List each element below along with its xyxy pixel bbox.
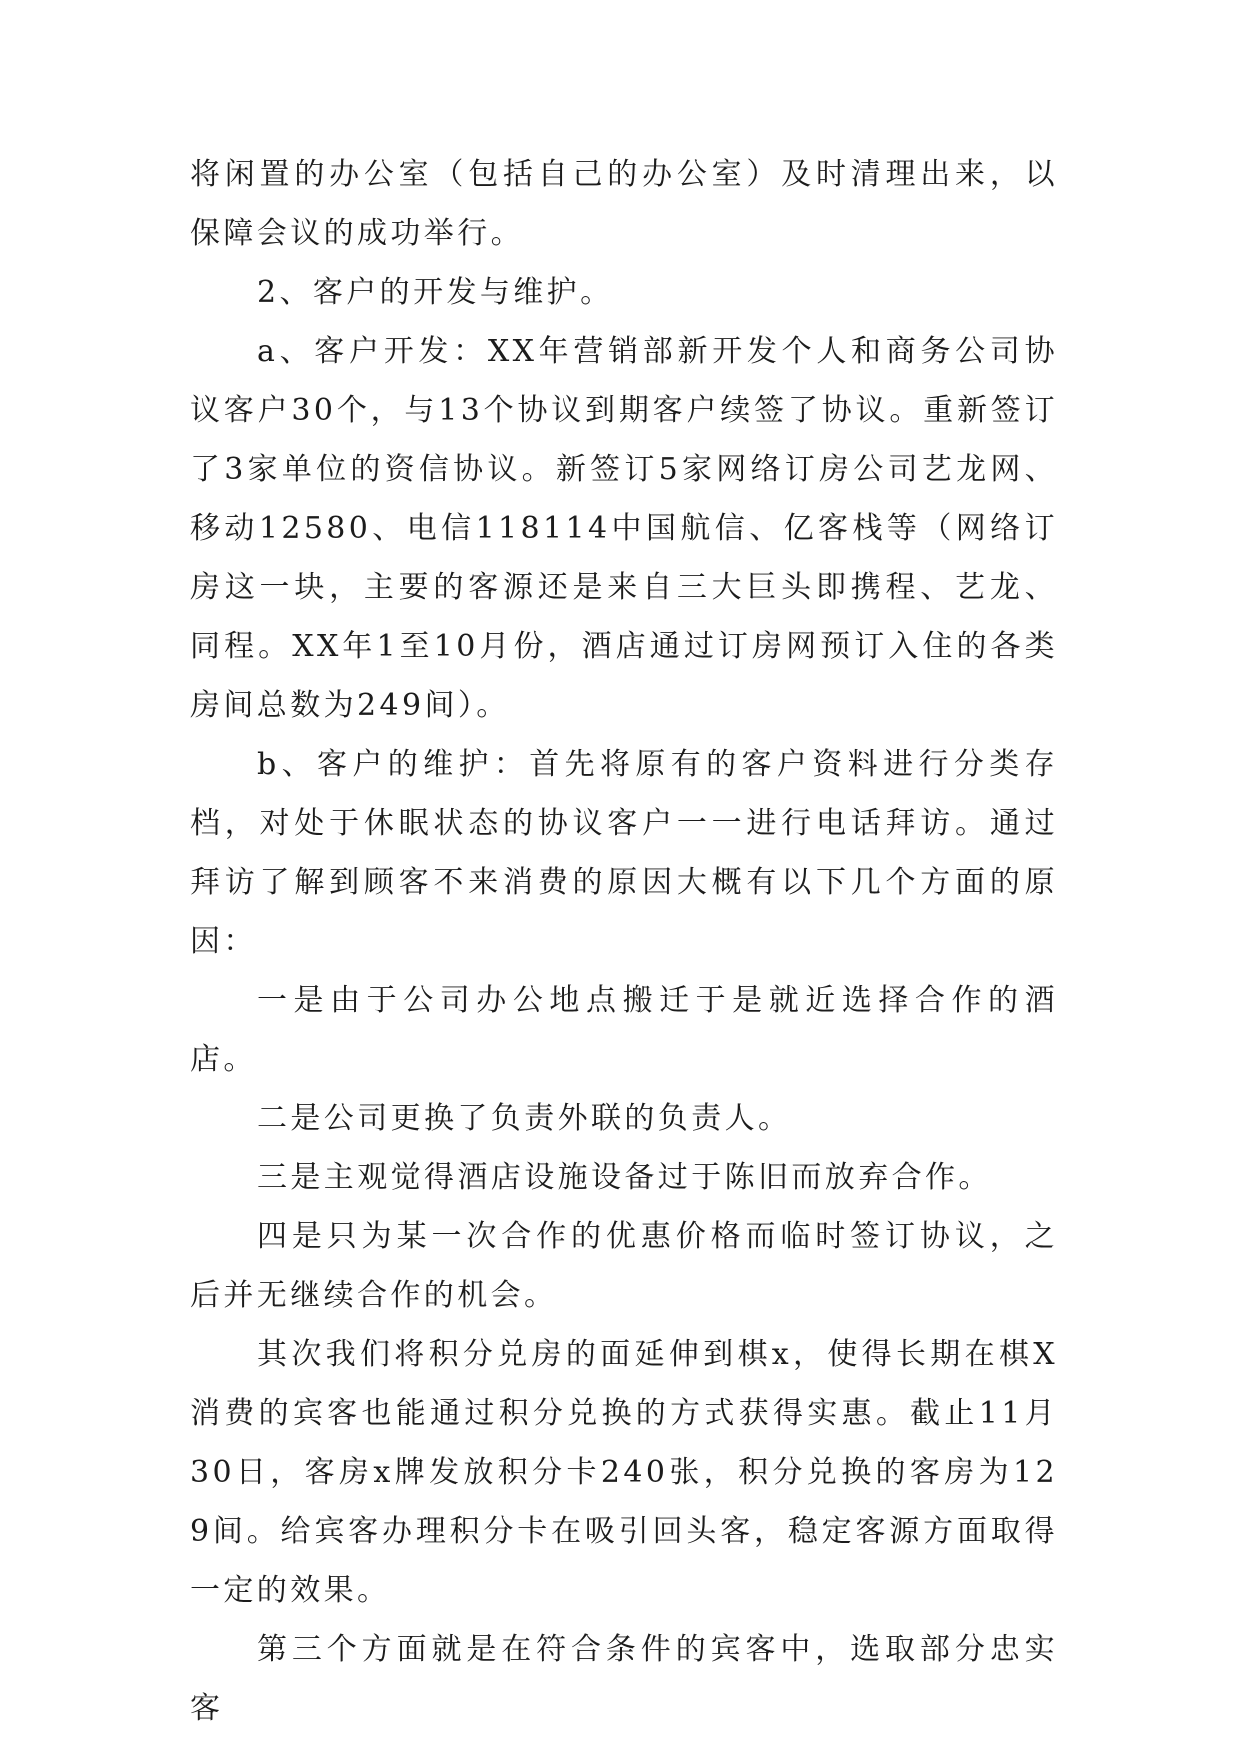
paragraph: 将闲置的办公室（包括自己的办公室）及时清理出来，以保障会议的成功举行。	[190, 157, 1058, 251]
document-body	[190, 145, 1058, 1738]
paragraph: 第三个方面就是在符合条件的宾客中，选取部分忠实客	[190, 1632, 1058, 1726]
paragraph: 二是公司更换了负责外联的负责人。	[257, 1101, 792, 1136]
paragraph: 三是主观觉得酒店设施设备过于陈旧而放弃合作。	[257, 1160, 992, 1195]
paragraph: 四是只为某一次合作的优惠价格而临时签订协议，之后并无继续合作的机会。	[190, 1219, 1058, 1313]
paragraph: b、客户的维护：首先将原有的客户资料进行分类存档，对处于休眠状态的协议客户一一进行电话拜访。通过拜访了解到顾客不来消费的原因大概有以下几个方面的原因：	[190, 747, 1058, 959]
paragraph: 其次我们将积分兑房的面延伸到棋x，使得长期在棋X消费的宾客也能通过积分兑换的方式获得实惠。截止11月30日，客房x牌发放积分卡240张，积分兑换的客房为129间。给宾客办理积分卡在吸引回头客，稳定客源方面取得一定的效果。	[190, 1337, 1058, 1608]
paragraph: 一是由于公司办公地点搬迁于是就近选择合作的酒店。	[190, 983, 1058, 1077]
paragraph: 2、客户的开发与维护。	[257, 275, 614, 310]
paragraph: a、客户开发：XX年营销部新开发个人和商务公司协议客户30个，与13个协议到期客户续签了协议。重新签订了3家单位的资信协议。新签订5家网络订房公司艺龙网、移动12580、电信118114中国航信、亿客栈等（网络订房这一块，主要的客源还是来自三大巨头即携程、艺龙、同程。XX年1至10月份，酒店通过订房网预订入住的各类房间总数为249间）。	[190, 334, 1058, 723]
